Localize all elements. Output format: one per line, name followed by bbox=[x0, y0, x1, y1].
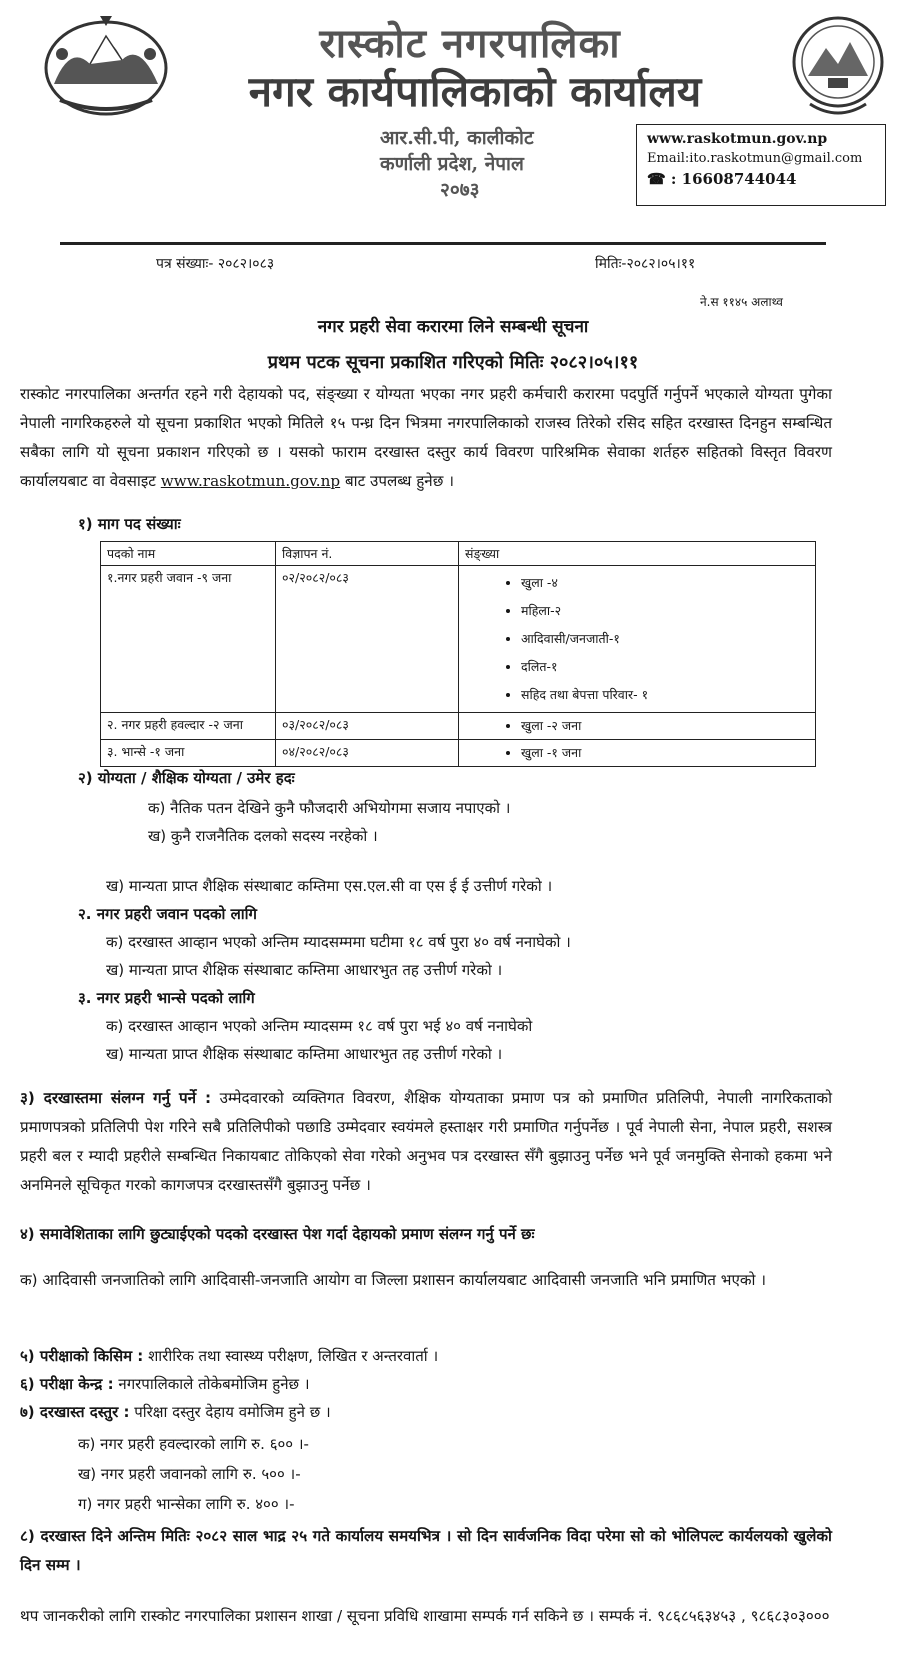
quota-item: • महिला-२ bbox=[521, 597, 809, 625]
municipality-logo-icon bbox=[790, 6, 886, 128]
phone-icon: ☎ bbox=[647, 170, 666, 188]
nepal-emblem-icon bbox=[40, 14, 172, 118]
qualification-item: क) नैतिक पतन देखिने कुनै फौजदारी अभियोगमा सजाय नपाएको । bbox=[148, 799, 511, 817]
quota-item: • दलित-१ bbox=[521, 653, 809, 681]
column-header: विज्ञापन नं. bbox=[276, 542, 459, 566]
qualification-item: क) दरखास्त आव्हान भएको अन्तिम म्यादसम्ममा घटीमा १८ वर्ष पुरा ४० वर्ष ननाघेको । bbox=[106, 933, 571, 951]
table-row bbox=[101, 713, 816, 740]
ad-number: ०३/२०८२/०८३ bbox=[276, 713, 459, 740]
section3-text: उम्मेदवारको व्यक्तिगत विवरण, शैक्षिक योग्यताका प्रमाण पत्र को प्रमाणित प्रतिलिपी, नेपाली नागरिकताको प्रमाणपत्रको प्रतिलिपी पेश गरिने सबै प्रतिलिपीको पछाडि उम्मेदवार स्वयंमले हस्ताक्षर गरी प्रमाणित गर्नुपर्नेछ । पूर्व नेपाली सेना, नेपाल प्रहरी, सशस्त्र प्रहरी बल र म्यादी प्रहरीले सम्बन्धित निकायबाट तोकिएको सेवा गरेको अनुभव पत्र दरखास्त सँगै बुझाउनु पर्नेछ भने पूर्व जनमुक्ति सेनाको हकमा भने अनमिनले सूचिकृत गरको कागजपत्र दरखास्तसँगै बुझाउनु पर्नेछ । bbox=[20, 1089, 832, 1194]
qualification-item: ख) मान्यता प्राप्त शैक्षिक संस्थाबाट कम्तिमा एस.एल.सी वा एस ई ई उत्तीर्ण गरेको । bbox=[106, 877, 553, 895]
quota-item: • खुला -४ bbox=[521, 569, 809, 597]
section8-text: ८) दरखास्त दिने अन्तिम मितिः २०८२ साल भाद्र २५ गते कार्यालय समयभित्र । सो दिन सार्वजनिक विदा परेमा सो को भोलिपल्ट कार्यलयको खुलेको दिन सम्म । bbox=[20, 1527, 832, 1574]
table-header-row bbox=[101, 542, 816, 566]
section6-heading: ६) परीक्षा केन्द्र : bbox=[20, 1375, 114, 1393]
quota-item: • आदिवासी/जनजाती-१ bbox=[521, 625, 809, 653]
section4-text: क) आदिवासी जनजातिको लागि आदिवासी-जनजाति आयोग वा जिल्ला प्रशासन कार्यालयबाट आदिवासी जनजाति भनि प्रमाणित भएको । bbox=[20, 1271, 767, 1289]
posts-table bbox=[100, 541, 816, 767]
section3-paragraph bbox=[20, 1084, 832, 1200]
fee-item: ख) नगर प्रहरी जवानको लागि रु. ५०० ।- bbox=[78, 1465, 301, 1483]
address-line2: कर्णाली प्रदेश, नेपाल bbox=[380, 153, 524, 175]
contact-box bbox=[636, 124, 886, 206]
section4-heading: ४) समावेशिताका लागि छुट्याईएको पदको दरखास्त पेश गर्दा देहायको प्रमाण संलग्न गर्नु पर्ने छः bbox=[20, 1225, 535, 1243]
quota-item: • सहिद तथा बेपत्ता परिवार- १ bbox=[521, 681, 809, 709]
notice-subtitle: प्रथम पटक सूचना प्रकाशित गरिएको मितिः २०८२।०५।११ bbox=[267, 352, 639, 373]
phone-number: 16608744044 bbox=[681, 170, 797, 188]
section7-heading: ७) दरखास्त दस्तुर : bbox=[20, 1403, 130, 1421]
post-name: २. नगर प्रहरी हवल्दार -२ जना bbox=[101, 713, 276, 740]
column-header: संङ्ख्या bbox=[459, 542, 816, 566]
office-name-line2: नगर कार्यपालिकाको कार्यालय bbox=[248, 67, 702, 116]
website-link[interactable]: www.raskotmun.gov.np bbox=[160, 472, 341, 490]
address-line3: २०७३ bbox=[440, 179, 480, 201]
nepal-sambat-date: ने.स ११४५ अलाथ्व bbox=[700, 295, 783, 309]
quota-cell bbox=[459, 740, 816, 767]
reference-number: पत्र संख्याः- २०८२।०८३ bbox=[156, 256, 275, 272]
footer-contact: थप जानकरीको लागि रास्कोट नगरपालिका प्रशासन शाखा / सूचना प्रविधि शाखामा सम्पर्क गर्न सकिने छ । सम्पर्क नं. ९८६८५६३४५३ , ९८६८३०३००० bbox=[20, 1607, 830, 1625]
fee-item: ग) नगर प्रहरी भान्सेका लागि रु. ४०० ।- bbox=[78, 1495, 295, 1513]
section1-heading: १) माग पद संख्याः bbox=[78, 515, 181, 533]
qualification-item: क) दरखास्त आव्हान भएको अन्तिम म्यादसम्म १८ वर्ष पुरा भई ४० वर्ष ननाघेको bbox=[106, 1017, 533, 1035]
section7-line bbox=[20, 1402, 331, 1422]
fee-item: क) नगर प्रहरी हवल्दारको लागि रु. ६०० ।- bbox=[78, 1435, 309, 1453]
address-line1: आर.सी.पी, कालीकोट bbox=[380, 127, 534, 149]
header-divider bbox=[60, 242, 826, 245]
ad-number: ०४/२०८२/०८३ bbox=[276, 740, 459, 767]
quota-cell bbox=[459, 566, 816, 713]
section6-text: नगरपालिकाले तोकेबमोजिम हुनेछ । bbox=[118, 1375, 310, 1393]
section7-text: परिक्षा दस्तुर देहाय वमोजिम हुने छ । bbox=[134, 1403, 331, 1421]
intro-text: रास्कोट नगरपालिका अन्तर्गत रहने गरी देहायको पद, संङ्ख्या र योग्यता भएका नगर प्रहरी कर्मचारी करारमा पदपुर्ति गर्नुपर्ने भएकाले योग्यता पुगेका नेपाली नागरिकहरुले यो सूचना प्रकाशित भएको मितिले १५ पन्ध्र दिन भित्रमा नगरपालिकाको राजस्व तिरेको रसिद सहित दरखास्त दिनहुन सम्बन्धित सबैका लागि यो सूचना प्रकाशन गरिएको छ । यसको फाराम दरखास्त दस्तुर कार्य विवरण पारिश्रमिक सेवाका शर्तहरु सहितको विस्तृत विवरण कार्यालयबाट वा वेवसाइट bbox=[20, 385, 832, 490]
office-name-line1: रास्कोट नगरपालिका bbox=[319, 20, 621, 67]
qualification-item: ख) मान्यता प्राप्त शैक्षिक संस्थाबाट कम्तिमा आधारभुत तह उत्तीर्ण गरेको । bbox=[106, 1045, 503, 1063]
notice-title: नगर प्रहरी सेवा करारमा लिने सम्बन्धी सूचना bbox=[317, 317, 589, 337]
bhanse-heading: ३. नगर प्रहरी भान्से पदको लागि bbox=[78, 989, 255, 1007]
section6-line bbox=[20, 1374, 310, 1394]
quota-cell bbox=[459, 713, 816, 740]
intro-paragraph bbox=[20, 380, 832, 496]
section3-heading: ३) दरखास्तमा संलग्न गर्नु पर्ने : bbox=[20, 1089, 212, 1107]
quota-item: • खुला -१ जना bbox=[521, 743, 809, 763]
column-header: पदको नाम bbox=[101, 542, 276, 566]
jawan-heading: २. नगर प्रहरी जवान पदको लागि bbox=[78, 905, 257, 923]
section5-line bbox=[20, 1346, 438, 1366]
qualification-item: ख) मान्यता प्राप्त शैक्षिक संस्थाबाट कम्तिमा आधारभुत तह उत्तीर्ण गरेको । bbox=[106, 961, 503, 979]
section5-heading: ५) परीक्षाको किसिम : bbox=[20, 1347, 144, 1365]
post-name: ३. भान्से -१ जना bbox=[101, 740, 276, 767]
letter-date: मितिः-२०८२।०५।११ bbox=[595, 256, 696, 272]
section2-heading: २) योग्यता / शैक्षिक योग्यता / उमेर हदः bbox=[78, 769, 295, 787]
phone-line: ☎ : 16608744044 bbox=[647, 170, 797, 188]
table-row bbox=[101, 740, 816, 767]
website-text[interactable]: www.raskotmun.gov.np bbox=[647, 131, 828, 147]
email-text[interactable]: Email:ito.raskotmun@gmail.com bbox=[647, 151, 863, 166]
section5-text: शारीरिक तथा स्वास्थ्य परीक्षण, लिखित र अन्तरवार्ता । bbox=[148, 1347, 439, 1365]
qualification-item: ख) कुनै राजनैतिक दलको सदस्य नरहेको । bbox=[148, 827, 378, 845]
ad-number: ०२/२०८२/०८३ bbox=[276, 566, 459, 713]
intro-tail: बाट उपलब्ध हुनेछ । bbox=[344, 472, 454, 490]
quota-item: • खुला -२ जना bbox=[521, 716, 809, 736]
post-name: १.नगर प्रहरी जवान -९ जना bbox=[101, 566, 276, 713]
table-row bbox=[101, 566, 816, 713]
